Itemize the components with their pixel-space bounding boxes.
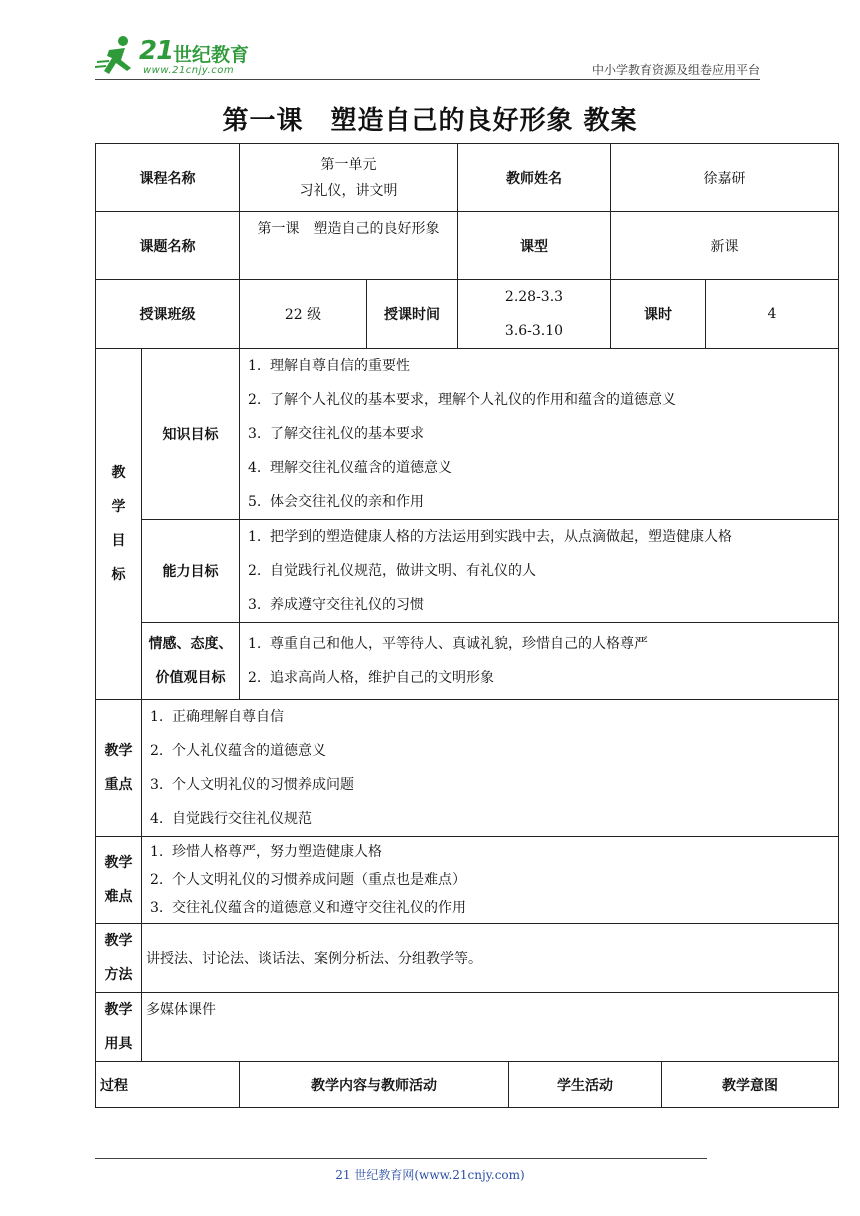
emotion-goals-label: 情感、态度、 价值观目标	[142, 623, 240, 700]
footer-divider	[95, 1158, 707, 1159]
key-points-label: 教学 重点	[96, 700, 142, 837]
course-name-label: 课程名称	[96, 144, 240, 212]
topic-label: 课题名称	[96, 212, 240, 280]
row-course-name	[96, 144, 839, 212]
list-item: 2. 了解个人礼仪的基本要求，理解个人礼仪的作用和蕴含的道德意义	[248, 392, 676, 408]
page-title: 第一课 塑造自己的良好形象 教案	[222, 106, 638, 136]
difficulties-list	[142, 837, 839, 924]
row-ability-goals	[96, 520, 839, 623]
row-process-header	[96, 1062, 839, 1108]
hours-value: 4	[706, 280, 839, 349]
list-item: 3. 交往礼仪蕴含的道德意义和遵守交往礼仪的作用	[150, 900, 466, 916]
list-item: 2. 追求高尚人格，维护自己的文明形象	[248, 670, 494, 686]
row-class	[96, 280, 839, 349]
objectives-char-1: 教	[111, 465, 126, 481]
student-activity-header: 学生活动	[509, 1062, 662, 1108]
runner-logo-icon	[95, 34, 139, 78]
list-item: 1. 把学到的塑造健康人格的方法运用到实践中去，从点滴做起，塑造健康人格	[248, 529, 732, 545]
objectives-char-3: 目	[111, 533, 126, 549]
emotion-goals-list	[240, 623, 839, 700]
row-emotion-goals	[96, 623, 839, 700]
type-label: 课型	[458, 212, 611, 280]
class-label: 授课班级	[96, 280, 240, 349]
objectives-char-4: 标	[111, 567, 126, 583]
teacher-label: 教师姓名	[458, 144, 611, 212]
row-tools	[96, 993, 839, 1062]
objectives-label	[96, 349, 142, 700]
time-line2: 3.6-3.10	[504, 323, 564, 339]
page-footer: 21 世纪教育网(www.21cnjy.com)	[335, 1168, 525, 1182]
list-item: 1. 理解自尊自信的重要性	[248, 358, 410, 374]
time-line1: 2.28-3.3	[504, 289, 564, 305]
key-points-list	[142, 700, 839, 837]
list-item: 2. 自觉践行礼仪规范，做讲文明、有礼仪的人	[248, 563, 536, 579]
ability-goals-label: 能力目标	[142, 520, 240, 623]
content-header: 教学内容与教师活动	[240, 1062, 509, 1108]
page-header	[95, 30, 760, 80]
course-name-line2: 习礼仪，讲文明	[299, 182, 398, 199]
list-item: 1. 珍惜人格尊严，努力塑造健康人格	[150, 844, 382, 860]
tools-text: 多媒体课件	[142, 993, 839, 1062]
time-value	[458, 280, 611, 349]
type-value: 新课	[611, 212, 839, 280]
lesson-plan-table	[95, 143, 839, 1108]
list-item: 4. 自觉践行交往礼仪规范	[150, 811, 312, 827]
site-logo	[95, 34, 265, 78]
logo-text: 世纪教育	[173, 44, 250, 66]
ability-goals-list	[240, 520, 839, 623]
course-name-value	[240, 144, 458, 212]
process-header: 过程	[96, 1062, 240, 1108]
list-item: 1. 尊重自己和他人，平等待人、真诚礼貌，珍惜自己的人格尊严	[248, 636, 648, 652]
header-divider	[95, 79, 760, 80]
row-topic	[96, 212, 839, 280]
course-name-line1: 第一单元	[320, 156, 377, 173]
time-label: 授课时间	[367, 280, 458, 349]
list-item: 5. 体会交往礼仪的亲和作用	[248, 494, 424, 510]
row-methods	[96, 924, 839, 993]
platform-name: 中小学教育资源及组卷应用平台	[591, 63, 760, 77]
row-key-points	[96, 700, 839, 837]
objectives-char-2: 学	[111, 499, 126, 515]
list-item: 3. 个人文明礼仪的习惯养成问题	[150, 777, 354, 793]
methods-text: 讲授法、讨论法、谈话法、案例分析法、分组教学等。	[142, 924, 839, 993]
methods-label: 教学 方法	[96, 924, 142, 993]
difficulties-label: 教学 难点	[96, 837, 142, 924]
logo-number: 21	[139, 36, 174, 66]
tools-label: 教学 用具	[96, 993, 142, 1062]
intent-header: 教学意图	[662, 1062, 839, 1108]
knowledge-goals-label: 知识目标	[142, 349, 240, 520]
row-knowledge-goals	[96, 349, 839, 520]
topic-value: 第一课 塑造自己的良好形象	[240, 212, 458, 280]
list-item: 4. 理解交往礼仪蕴含的道德意义	[248, 460, 452, 476]
list-item: 1. 正确理解自尊自信	[150, 709, 284, 725]
list-item: 3. 养成遵守交往礼仪的习惯	[248, 597, 424, 613]
knowledge-goals-list	[240, 349, 839, 520]
list-item: 2. 个人礼仪蕴含的道德意义	[150, 743, 326, 759]
class-value: 22 级	[240, 280, 367, 349]
list-item: 2. 个人文明礼仪的习惯养成问题（重点也是难点）	[150, 872, 466, 888]
logo-url: www.21cnjy.com	[143, 65, 235, 76]
list-item: 3. 了解交往礼仪的基本要求	[248, 426, 424, 442]
row-difficulties	[96, 837, 839, 924]
hours-label: 课时	[611, 280, 706, 349]
teacher-value: 徐嘉研	[611, 144, 839, 212]
